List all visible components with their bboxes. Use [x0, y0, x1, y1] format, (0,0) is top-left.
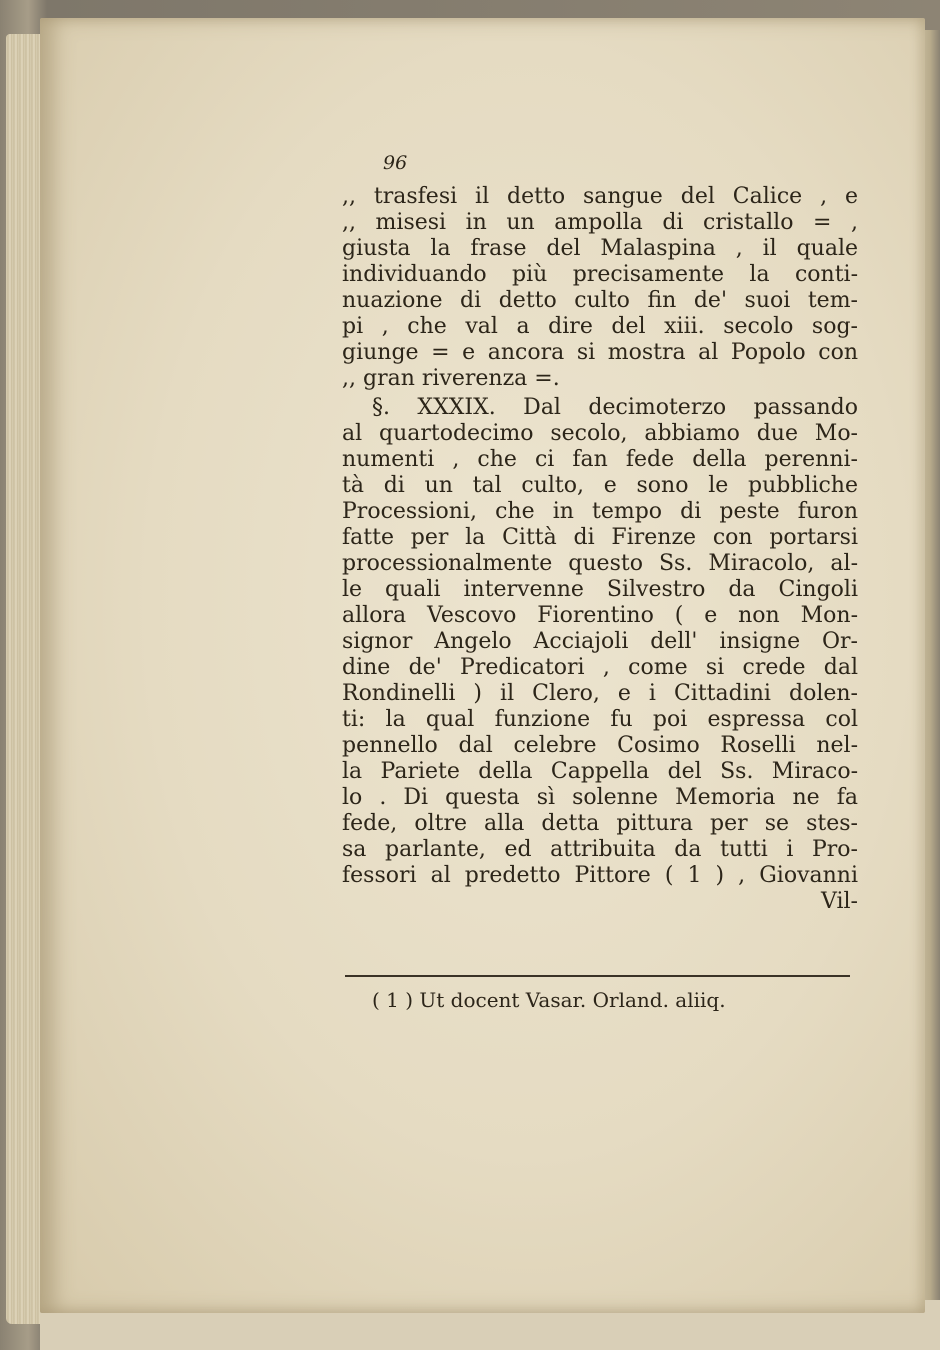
- text-line: allora Vescovo Fiorentino ( e non Mon-: [342, 603, 858, 628]
- page-number: 96: [383, 152, 408, 174]
- text-line: fede, oltre alla detta pittura per se stes-: [342, 811, 858, 836]
- text-line: individuando più precisamente la conti-: [342, 262, 858, 287]
- text-line: Processioni, che in tempo di peste furon: [342, 499, 858, 524]
- text-line: giunge = e ancora si mostra al Popolo con: [342, 340, 858, 365]
- text-line: pi , che val a dire del xiii. secolo sog-: [342, 314, 858, 339]
- text-line: ,, trasfesi il detto sangue del Calice , e: [342, 184, 858, 209]
- text-line: ,, misesi in un ampolla di cristallo = ,: [342, 210, 858, 235]
- text-line: al quartodecimo secolo, abbiamo due Mo-: [342, 421, 858, 446]
- text-line: ti: la qual funzione fu poi espressa col: [342, 707, 858, 732]
- text-line: tà di un tal culto, e sono le pubbliche: [342, 473, 858, 498]
- text-line: Rondinelli ) il Clero, e i Cittadini dolen-: [342, 681, 858, 706]
- text-line: fessori al predetto Pittore ( 1 ) , Giovanni: [342, 863, 858, 888]
- catchword: Vil-: [820, 889, 858, 914]
- text-line: nuazione di detto culto fin de' suoi tem-: [342, 288, 858, 313]
- text-line: fatte per la Città di Firenze con portarsi: [342, 525, 858, 550]
- footnote: ( 1 ) Ut docent Vasar. Orland. aliiq.: [372, 988, 726, 1012]
- text-line: giusta la frase del Malaspina , il quale: [342, 236, 858, 261]
- footnote-rule: [345, 975, 850, 977]
- text-line: signor Angelo Acciajoli dell' insigne Or-: [342, 629, 858, 654]
- text-line: ,, gran riverenza =.: [342, 366, 560, 391]
- text-line: processionalmente questo Ss. Miracolo, al-: [342, 551, 858, 576]
- text-line: lo . Di questa sì solenne Memoria ne fa: [342, 785, 858, 810]
- text-line: pennello dal celebre Cosimo Roselli nel-: [342, 733, 858, 758]
- text-line: la Pariete della Cappella del Ss. Miraco-: [342, 759, 858, 784]
- text-line: sa parlante, ed attribuita da tutti i Pro-: [342, 837, 858, 862]
- text-line: dine de' Predicatori , come si crede dal: [342, 655, 858, 680]
- section-heading-line: §. XXXIX. Dal decimoterzo passando: [372, 395, 858, 420]
- text-line: le quali intervenne Silvestro da Cingoli: [342, 577, 858, 602]
- text-line: numenti , che ci fan fede della perenni-: [342, 447, 858, 472]
